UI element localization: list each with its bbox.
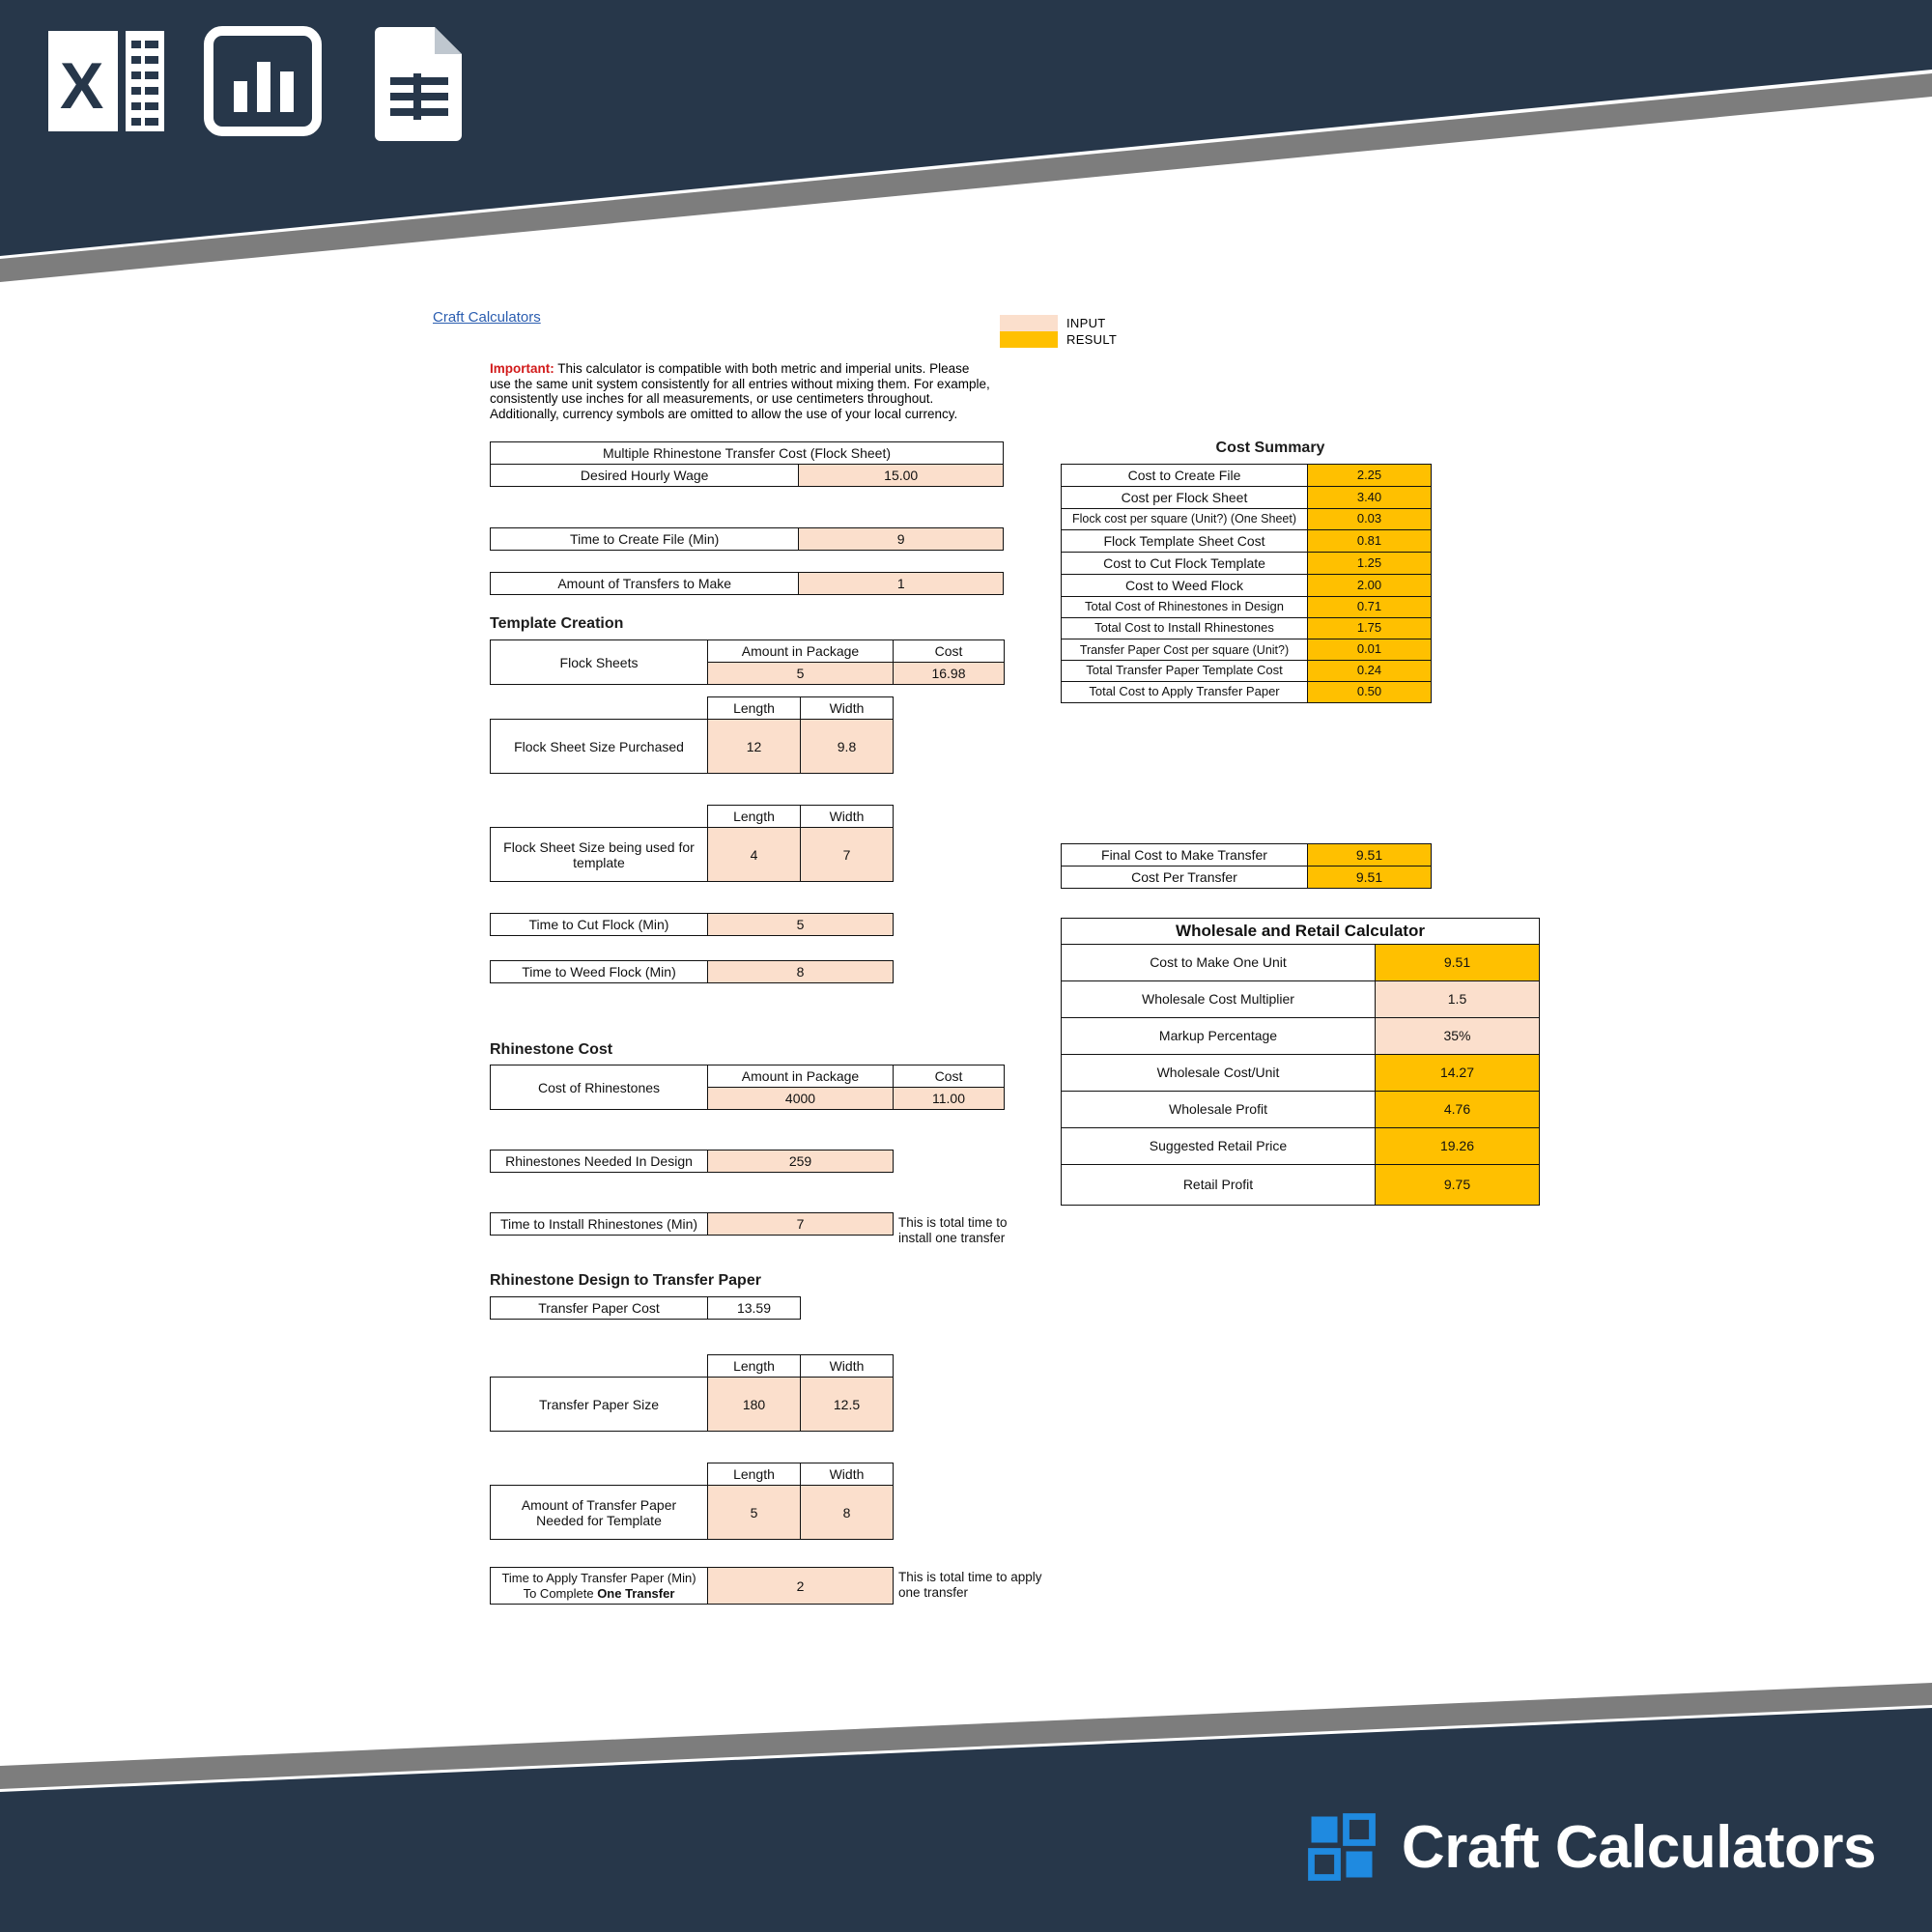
important-prefix: Important:	[490, 361, 554, 376]
heading-transfer-paper: Rhinestone Design to Transfer Paper	[490, 1272, 761, 1289]
cs-value-9: 0.24	[1308, 661, 1432, 682]
input-used-width[interactable]: 7	[801, 828, 894, 882]
cs-label-5: Cost to Weed Flock	[1062, 575, 1308, 597]
row-label-hourly-wage: Desired Hourly Wage	[491, 465, 799, 487]
table-row	[491, 1065, 1005, 1088]
note-apply-time: This is total time to apply one transfer	[898, 1570, 1042, 1600]
col-header-width-purchased: Width	[801, 697, 894, 720]
total-label-cost-per-transfer: Cost Per Transfer	[1062, 867, 1308, 889]
table-row	[1062, 867, 1432, 889]
col-header-amount-in-package: Amount in Package	[708, 640, 894, 663]
table-row	[491, 720, 894, 774]
cs-label-4: Cost to Cut Flock Template	[1062, 553, 1308, 575]
brand-name: Craft Calculators	[1401, 1813, 1876, 1881]
col-header-tp-width: Width	[801, 1355, 894, 1378]
table-row	[491, 697, 894, 720]
table-row	[491, 465, 1004, 487]
time-cut-flock-table	[490, 913, 894, 936]
ws-label-3: Wholesale Cost/Unit	[1062, 1054, 1376, 1091]
cs-label-10: Total Cost to Apply Transfer Paper	[1062, 682, 1308, 703]
ws-value-5: 19.26	[1376, 1127, 1540, 1164]
value-transfer-paper-cost[interactable]: 13.59	[708, 1297, 801, 1320]
wholesale-retail-table	[1061, 918, 1540, 1206]
input-time-cut-flock[interactable]: 5	[708, 914, 894, 936]
row-label-time-cut-flock: Time to Cut Flock (Min)	[491, 914, 708, 936]
legend-label-result: RESULT	[1066, 332, 1118, 347]
main-title-suffix: (Flock Sheet)	[810, 445, 891, 461]
legend-swatch-input	[1000, 315, 1058, 331]
table-row	[491, 1297, 801, 1320]
rhinestones-needed-table	[490, 1150, 894, 1173]
brand	[1307, 1812, 1876, 1882]
time-install-rhinestones-table	[490, 1212, 894, 1236]
cs-label-6: Total Cost of Rhinestones in Design	[1062, 597, 1308, 618]
cost-summary-table	[1061, 464, 1432, 703]
table-row	[1062, 1054, 1540, 1091]
ws-value-2[interactable]: 35%	[1376, 1017, 1540, 1054]
row-label-amount-transfers: Amount of Transfers to Make	[491, 573, 799, 595]
input-time-create-file[interactable]: 9	[799, 528, 1004, 551]
total-value-final-cost: 9.51	[1308, 844, 1432, 867]
ws-value-6: 9.75	[1376, 1164, 1540, 1205]
time-apply-label-line2b: One Transfer	[597, 1585, 675, 1601]
sheets-icon	[357, 19, 481, 143]
col-header-tpn-width: Width	[801, 1463, 894, 1486]
table-row	[1062, 980, 1540, 1017]
table-row	[1062, 944, 1540, 980]
input-time-weed-flock[interactable]: 8	[708, 961, 894, 983]
table-row	[1062, 509, 1432, 530]
table-row	[1062, 553, 1432, 575]
time-apply-transfer-paper-table	[490, 1567, 894, 1605]
table-row	[1062, 487, 1432, 509]
cost-of-rhinestones-table	[490, 1065, 1005, 1110]
cs-value-8: 0.01	[1308, 639, 1432, 661]
row-label-sheet-used: Flock Sheet Size being used for template	[491, 828, 708, 882]
time-create-file-table	[490, 527, 1004, 551]
table-row	[1062, 530, 1432, 553]
table-row	[491, 961, 894, 983]
table-row	[491, 828, 894, 882]
grid-squares-icon	[1307, 1812, 1377, 1882]
table-row	[1062, 1017, 1540, 1054]
row-label-rhinestones-needed: Rhinestones Needed In Design	[491, 1151, 708, 1173]
ws-label-2: Markup Percentage	[1062, 1017, 1376, 1054]
transfer-paper-size-table	[490, 1354, 894, 1432]
app-icon-row	[44, 19, 481, 143]
table-row	[491, 1355, 894, 1378]
table-row	[1062, 1127, 1540, 1164]
table-row	[491, 1378, 894, 1432]
row-label-time-install-rhinestones: Time to Install Rhinestones (Min)	[491, 1213, 708, 1236]
input-purchased-length[interactable]: 12	[708, 720, 801, 774]
important-note	[490, 361, 992, 422]
ws-value-0: 9.51	[1376, 944, 1540, 980]
table-row	[491, 1486, 894, 1540]
table-row	[491, 806, 894, 828]
transfer-paper-cost-table	[490, 1296, 801, 1320]
chart-icon	[201, 19, 325, 143]
flock-sheets-table	[490, 639, 1005, 685]
cs-value-7: 1.75	[1308, 618, 1432, 639]
svg-text:X: X	[60, 49, 104, 123]
row-label-transfer-paper-needed: Amount of Transfer Paper Needed for Template	[491, 1486, 708, 1540]
cs-value-5: 2.00	[1308, 575, 1432, 597]
spreadsheet-canvas	[0, 290, 1932, 1662]
table-row	[1062, 1091, 1540, 1127]
row-label-flock-sheets: Flock Sheets	[491, 640, 708, 685]
time-apply-label-line1: Time to Apply Transfer Paper (Min)	[501, 1571, 696, 1585]
input-rs-amount-in-package[interactable]: 4000	[708, 1088, 894, 1110]
legend-item-input	[1000, 315, 1117, 331]
input-hourly-wage[interactable]: 15.00	[799, 465, 1004, 487]
total-value-cost-per-transfer: 9.51	[1308, 867, 1432, 889]
craft-calculators-link[interactable]: Craft Calculators	[433, 309, 541, 326]
table-row	[491, 1568, 894, 1605]
ws-value-3: 14.27	[1376, 1054, 1540, 1091]
table-row	[491, 573, 1004, 595]
col-header-tp-length: Length	[708, 1355, 801, 1378]
table-row	[491, 1213, 894, 1236]
input-purchased-width[interactable]: 9.8	[801, 720, 894, 774]
legend-item-result	[1000, 331, 1117, 348]
table-row	[1062, 597, 1432, 618]
row-label-time-apply	[491, 1568, 708, 1605]
input-flock-amount-in-package[interactable]: 5	[708, 663, 894, 685]
row-label-sheet-purchased: Flock Sheet Size Purchased	[491, 720, 708, 774]
input-flock-cost[interactable]: 16.98	[894, 663, 1005, 685]
col-header-width-used: Width	[801, 806, 894, 828]
input-tp-width[interactable]: 12.5	[801, 1378, 894, 1432]
table-row	[1062, 618, 1432, 639]
table-row	[491, 528, 1004, 551]
time-apply-label-line2a: To Complete	[523, 1585, 598, 1601]
input-time-install-rhinestones[interactable]: 7	[708, 1213, 894, 1236]
cs-label-3: Flock Template Sheet Cost	[1062, 530, 1308, 553]
cs-value-0: 2.25	[1308, 465, 1432, 487]
cs-label-0: Cost to Create File	[1062, 465, 1308, 487]
total-label-final-cost: Final Cost to Make Transfer	[1062, 844, 1308, 867]
legend-swatch-result	[1000, 331, 1058, 348]
table-row	[1062, 465, 1432, 487]
cs-value-2: 0.03	[1308, 509, 1432, 530]
ws-label-1: Wholesale Cost Multiplier	[1062, 980, 1376, 1017]
input-tpn-width[interactable]: 8	[801, 1486, 894, 1540]
table-row	[1062, 1164, 1540, 1205]
cs-value-10: 0.50	[1308, 682, 1432, 703]
row-label-transfer-paper-cost: Transfer Paper Cost	[491, 1297, 708, 1320]
excel-icon	[44, 19, 168, 143]
main-title-cell	[491, 442, 1004, 465]
time-weed-flock-table	[490, 960, 894, 983]
col-header-length-purchased: Length	[708, 697, 801, 720]
input-rs-cost[interactable]: 11.00	[894, 1088, 1005, 1110]
row-label-time-weed-flock: Time to Weed Flock (Min)	[491, 961, 708, 983]
col-header-rs-cost: Cost	[894, 1065, 1005, 1088]
note-install-time: This is total time to install one transfer	[898, 1215, 1008, 1245]
row-label-cost-of-rhinestones: Cost of Rhinestones	[491, 1065, 708, 1110]
transfer-paper-needed-table	[490, 1463, 894, 1540]
col-header-cost: Cost	[894, 640, 1005, 663]
cs-label-7: Total Cost to Install Rhinestones	[1062, 618, 1308, 639]
cs-value-6: 0.71	[1308, 597, 1432, 618]
main-title: Multiple Rhinestone Transfer Cost	[602, 445, 807, 461]
input-time-apply-transfer-paper[interactable]: 2	[708, 1568, 894, 1605]
table-row	[1062, 575, 1432, 597]
cs-value-1: 3.40	[1308, 487, 1432, 509]
input-used-length[interactable]: 4	[708, 828, 801, 882]
row-label-transfer-paper-size: Transfer Paper Size	[491, 1378, 708, 1432]
ws-value-1[interactable]: 1.5	[1376, 980, 1540, 1017]
flock-sheet-size-purchased-table	[490, 696, 894, 774]
cs-label-2: Flock cost per square (Unit?) (One Sheet)	[1062, 509, 1308, 530]
input-tp-length[interactable]: 180	[708, 1378, 801, 1432]
col-header-length-used: Length	[708, 806, 801, 828]
col-header-rs-amount-in-package: Amount in Package	[708, 1065, 894, 1088]
amount-transfers-table	[490, 572, 1004, 595]
cs-label-8: Transfer Paper Cost per square (Unit?)	[1062, 639, 1308, 661]
input-rhinestones-needed[interactable]: 259	[708, 1151, 894, 1173]
heading-wholesale: Wholesale and Retail Calculator	[1062, 919, 1540, 945]
table-row	[491, 914, 894, 936]
table-row	[1062, 639, 1432, 661]
important-text: This calculator is compatible with both metric and imperial units. Please use the same unit system consistently for all entries without mixing them. For example, consistently use inches for all measurements, or use centimeters throughout. Additionally, currency symbols are omitted to allow the use of your local currency.	[490, 361, 990, 421]
cs-label-1: Cost per Flock Sheet	[1062, 487, 1308, 509]
col-header-tpn-length: Length	[708, 1463, 801, 1486]
heading-cost-summary: Cost Summary	[1215, 440, 1325, 456]
legend-label-input: INPUT	[1066, 316, 1106, 330]
cs-value-4: 1.25	[1308, 553, 1432, 575]
flock-sheet-size-used-table	[490, 805, 894, 882]
heading-template-creation: Template Creation	[490, 615, 624, 632]
heading-rhinestone-cost: Rhinestone Cost	[490, 1041, 613, 1058]
table-row	[491, 1151, 894, 1173]
table-row	[1062, 661, 1432, 682]
cs-label-9: Total Transfer Paper Template Cost	[1062, 661, 1308, 682]
row-label-time-create-file: Time to Create File (Min)	[491, 528, 799, 551]
input-amount-transfers[interactable]: 1	[799, 573, 1004, 595]
legend	[1000, 315, 1117, 348]
table-row	[491, 1463, 894, 1486]
ws-label-5: Suggested Retail Price	[1062, 1127, 1376, 1164]
table-row	[1062, 844, 1432, 867]
main-input-table	[490, 441, 1004, 487]
table-row	[491, 640, 1005, 663]
cost-summary-totals-table	[1061, 843, 1432, 889]
bottom-banner	[0, 1642, 1932, 1932]
table-row	[1062, 682, 1432, 703]
table-row	[1062, 919, 1540, 945]
cs-value-3: 0.81	[1308, 530, 1432, 553]
ws-label-6: Retail Profit	[1062, 1164, 1376, 1205]
ws-label-0: Cost to Make One Unit	[1062, 944, 1376, 980]
table-row	[491, 442, 1004, 465]
ws-value-4: 4.76	[1376, 1091, 1540, 1127]
ws-label-4: Wholesale Profit	[1062, 1091, 1376, 1127]
input-tpn-length[interactable]: 5	[708, 1486, 801, 1540]
